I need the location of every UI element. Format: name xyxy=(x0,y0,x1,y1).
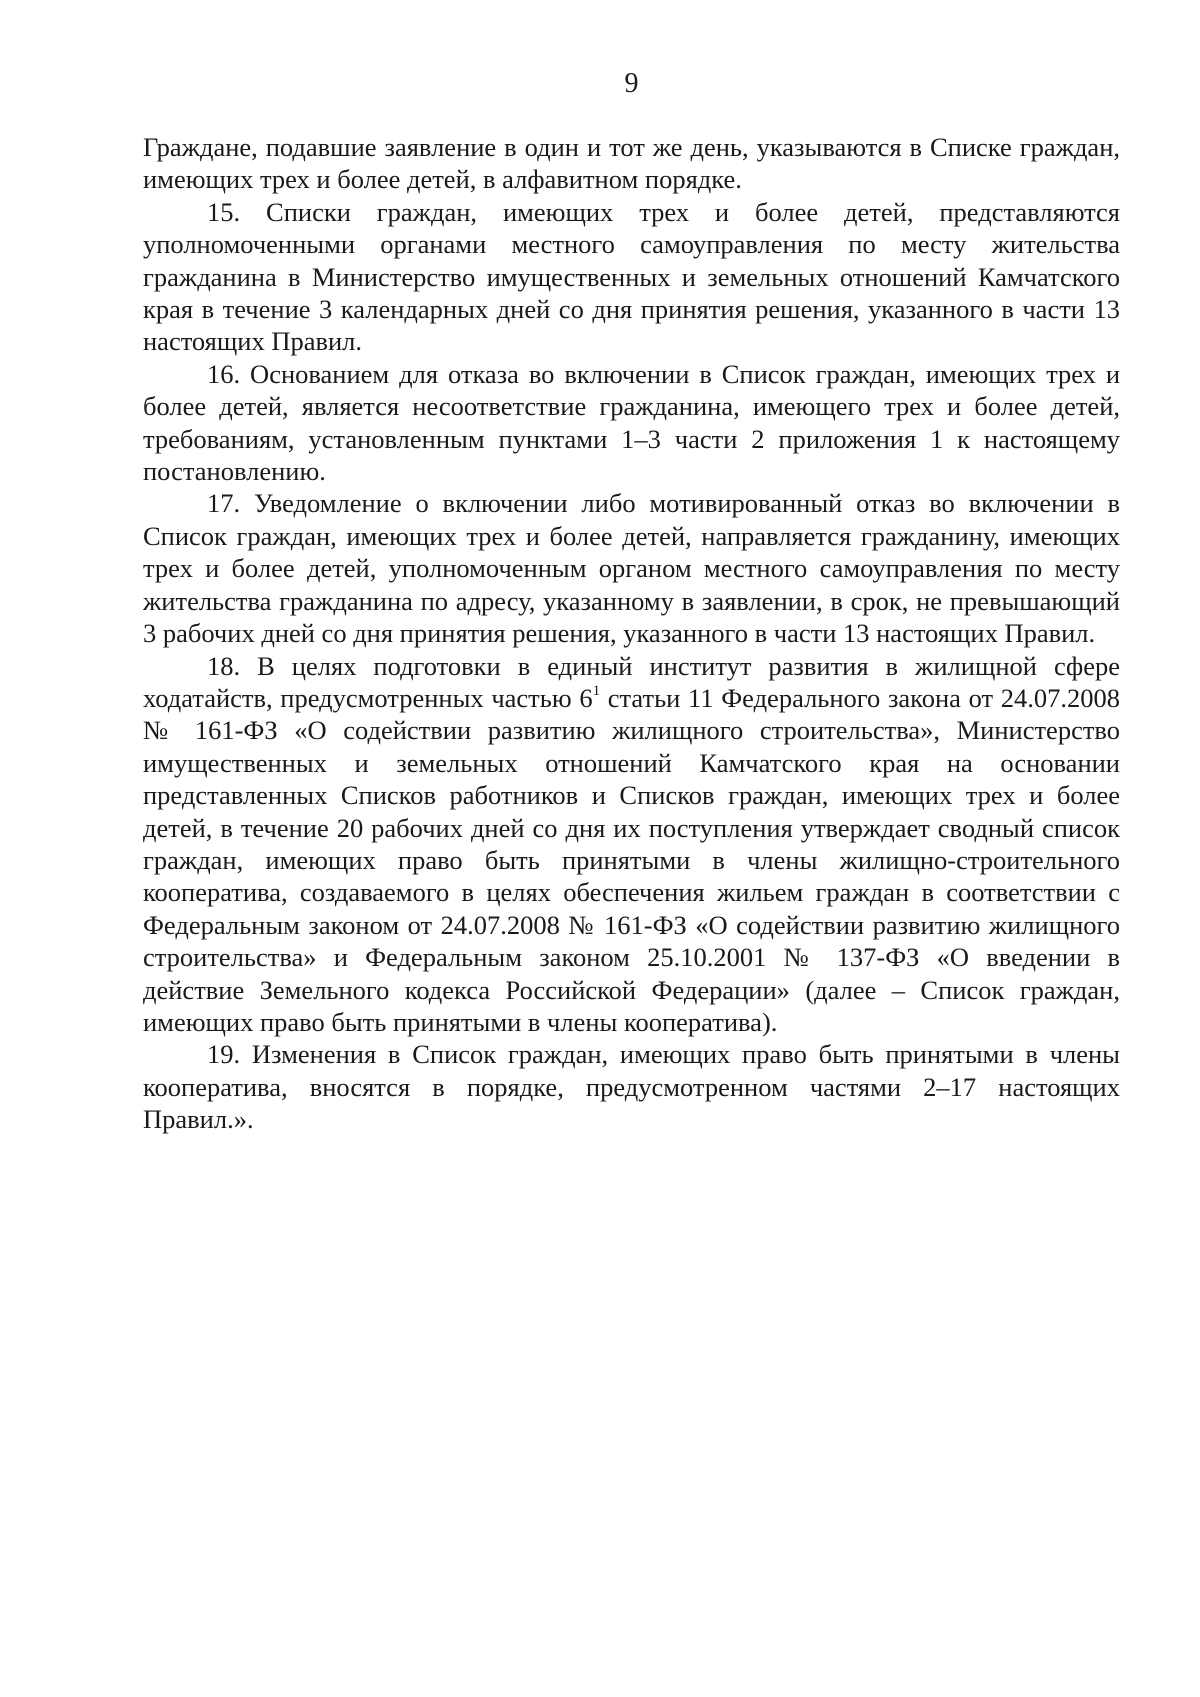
paragraph-18-text-start: 18. В целях подготовки в единый институт развития в жилищной сфере ходатайств, предусмотренных частью 6 xyxy=(143,650,1120,713)
paragraph-16: 16. Основанием для отказа во включении в Список граждан, имеющих трех и более детей, является несоответствие гражданина, имеющего трех и более детей, требованиям, установленным пунктами 1–3 части 2 приложения 1 к настоящему постановлению. xyxy=(143,358,1120,487)
paragraph-18-text-end: статьи 11 Федерального закона от 24.07.2008 № 161-ФЗ «О содействии развитию жилищного строительства», Министерство имущественных и земельных отношений Камчатского края на основании представленных Списков работников и Списков граждан, имеющих трех и более детей, в течение 20 рабочих дней со дня их поступления утверждает сводный список граждан, имеющих право быть принятыми в члены жилищно-строительного кооператива, создаваемого в целях обеспечения жильем граждан в соответствии с Федеральным законом от 24.07.2008 № 161-ФЗ «О содействии развитию жилищного строительства» и Федеральным законом 25.10.2001 № 137-ФЗ «О введении в действие Земельного кодекса Российской Федерации» (далее – Список граждан, имеющих право быть принятыми в члены кооператива). xyxy=(143,682,1120,1037)
paragraph-19: 19. Изменения в Список граждан, имеющих право быть принятыми в члены кооператива, вносятся в порядке, предусмотренном частями 2–17 настоящих Правил.». xyxy=(143,1039,1120,1135)
page-number: 9 xyxy=(624,68,639,99)
document-body xyxy=(143,131,1120,1136)
paragraph-14-continuation: Граждане, подавшие заявление в один и тот же день, указываются в Списке граждан, имеющих трех и более детей, в алфавитном порядке. xyxy=(143,132,1120,195)
paragraph-18-superscript: 1 xyxy=(592,683,601,700)
paragraph-18 xyxy=(143,650,1120,1039)
paragraph-15: 15. Списки граждан, имеющих трех и более детей, представляются уполномоченными органами местного самоуправления по месту жительства гражданина в Министерство имущественных и земельных отношений Камчатского края в течение 3 календарных дней со дня принятия решения, указанного в части 13 настоящих Правил. xyxy=(143,196,1120,357)
paragraph-17: 17. Уведомление о включении либо мотивированный отказ во включении в Список граждан, имеющих трех и более детей, направляется гражданину, имеющих трех и более детей, уполномоченным органом местного самоуправления по месту жительства гражданина по адресу, указанному в заявлении, в срок, не превышающий 3 рабочих дней со дня принятия решения, указанного в части 13 настоящих Правил. xyxy=(143,488,1120,649)
